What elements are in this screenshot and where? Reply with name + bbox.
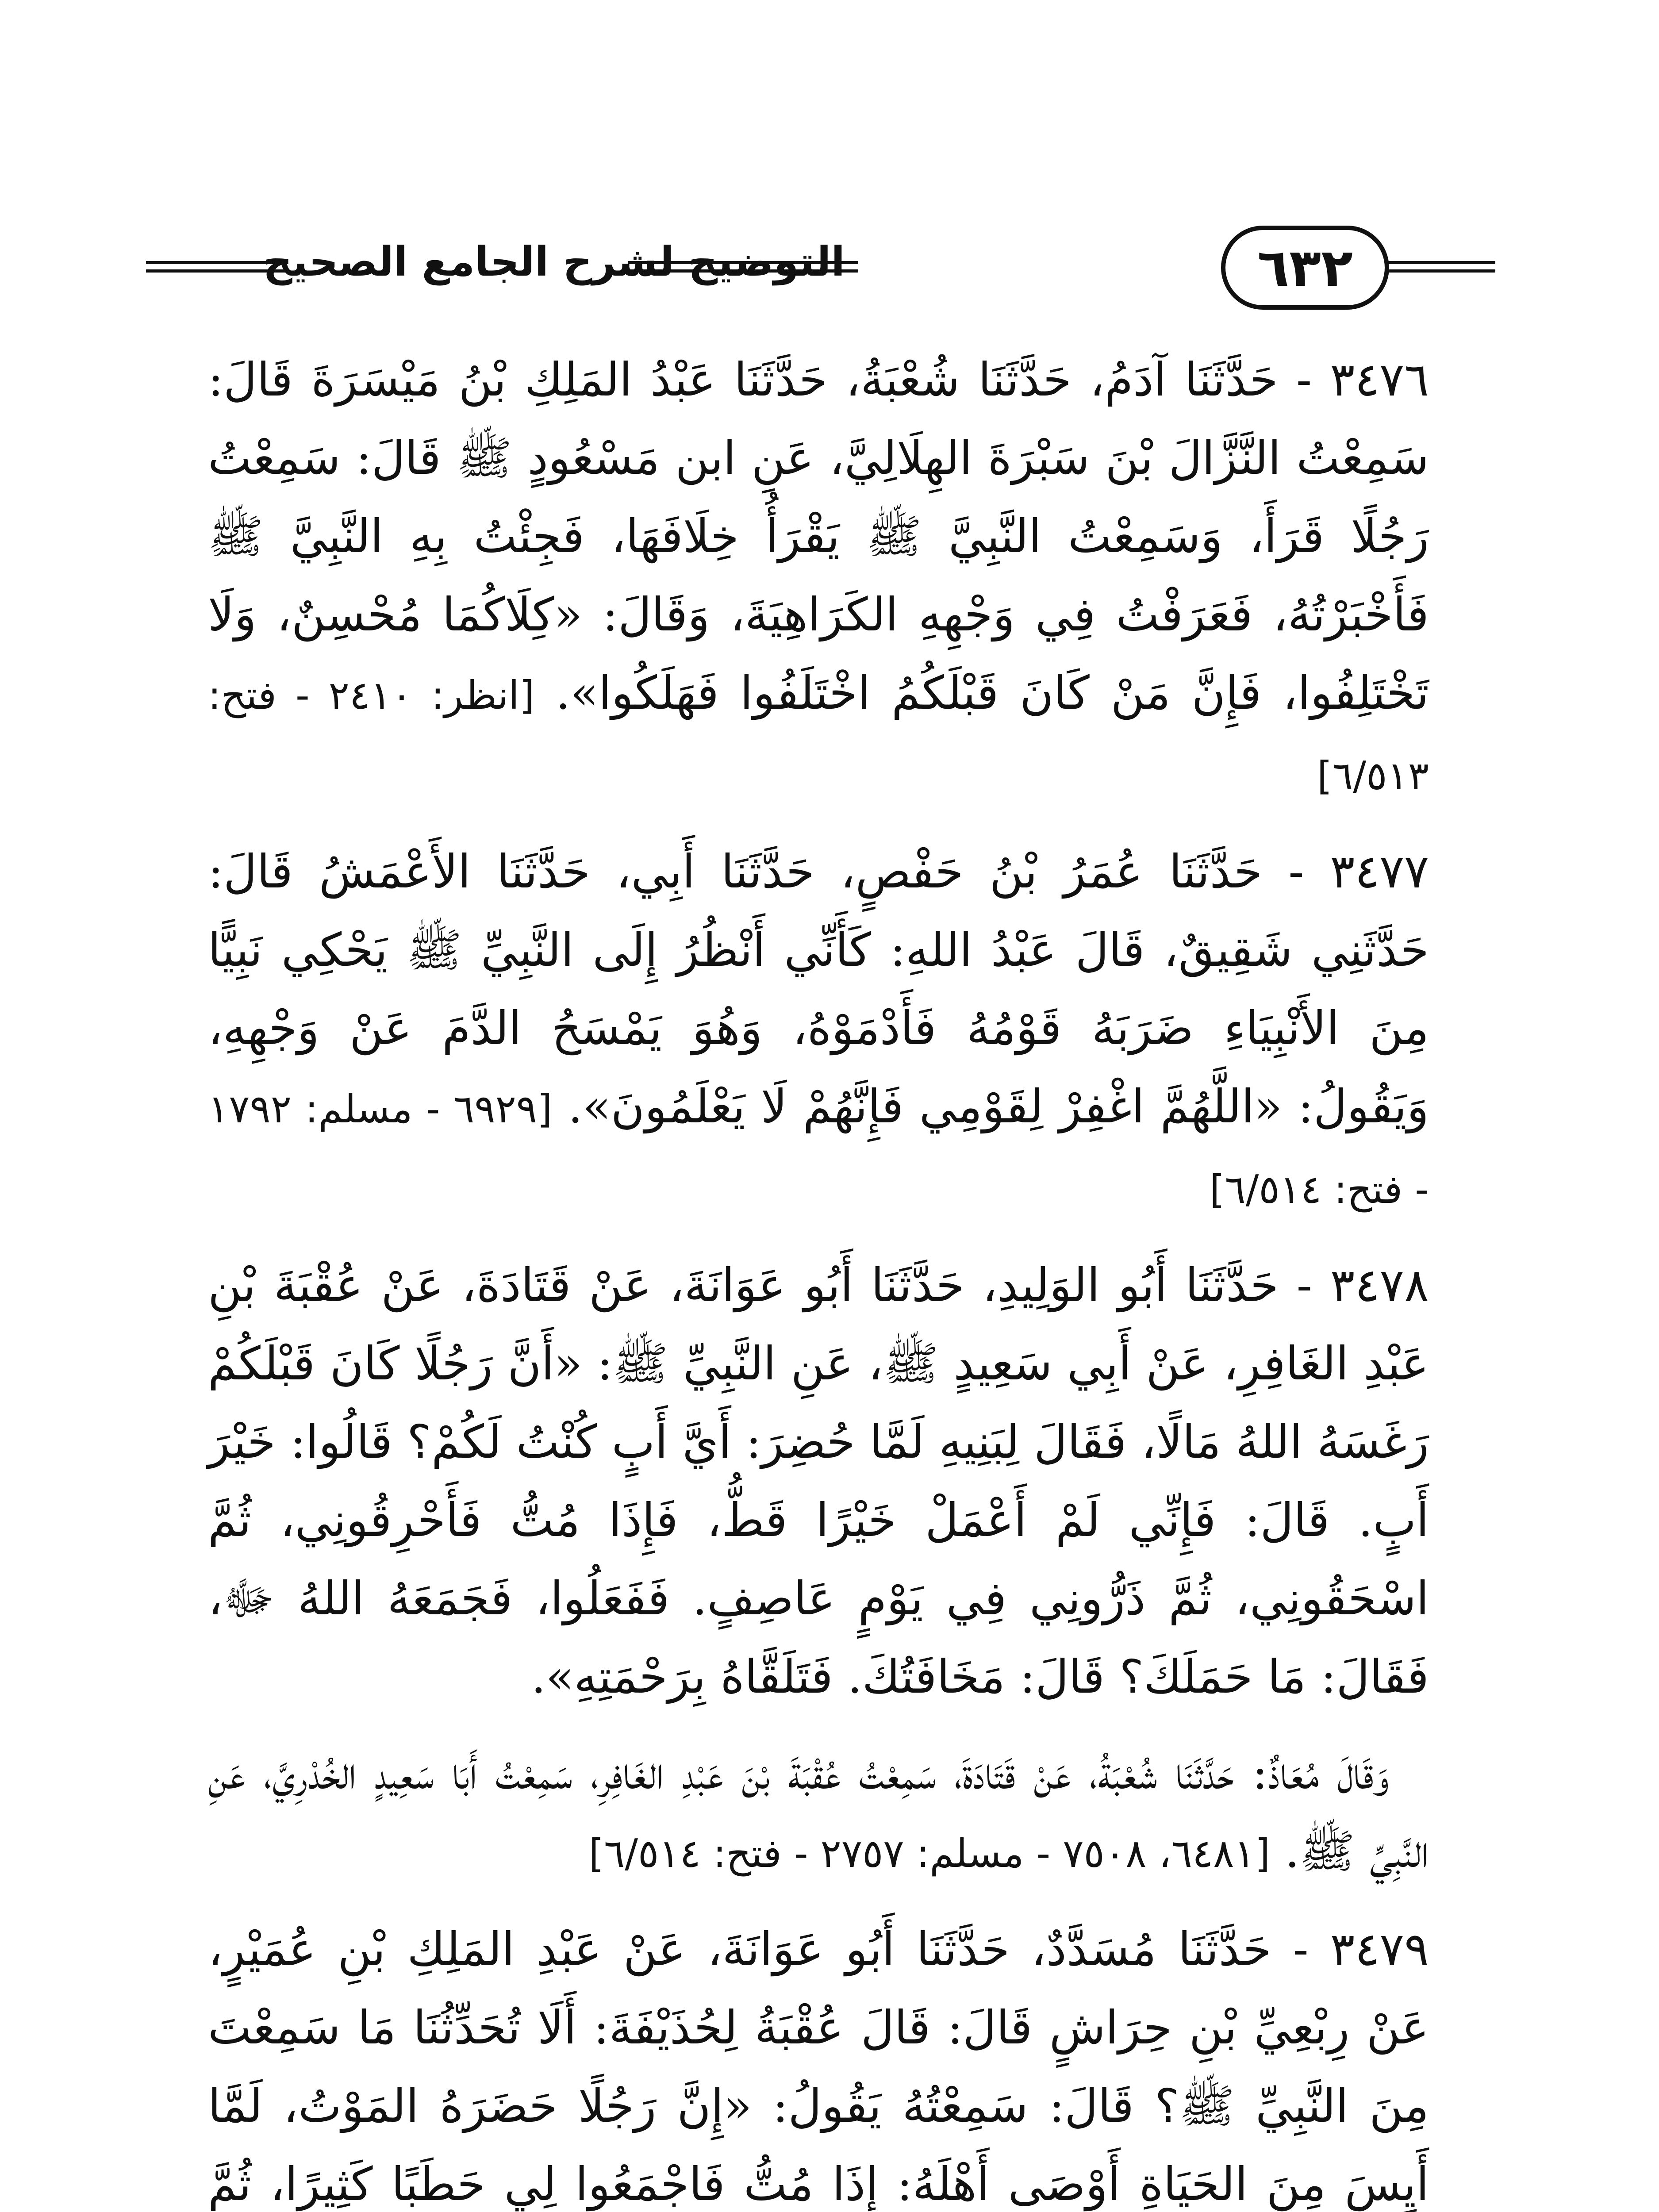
- hadith-text: - حَدَّثَنَا آدَمُ، حَدَّثَنَا شُعْبَةُ، حَدَّثَنَا عَبْدُ المَلِكِ بْنُ مَيْسَرَةَ قَالَ: سَمِعْتُ النَّزَّالَ بْنَ سَبْرَةَ الهِلَالِيَّ، عَنِ ابن مَسْعُودٍ ﷺ قَالَ: سَمِعْتُ رَجُلًا قَرَأَ، وَسَمِعْتُ النَّبِيَّ ﷺ يَقْرَأُ خِلَافَهَا، فَجِئْتُ بِهِ النَّبِيَّ ﷺ فَأَخْبَرْتُهُ، فَعَرَفْتُ فِي وَجْهِهِ الكَرَاهِيَةَ، وَقَالَ: «كِلَاكُمَا مُحْسِنٌ، وَلَا تَخْتَلِفُوا، فَإِنَّ مَنْ كَانَ قَبْلَكُمُ اخْتَلَفُوا فَهَلَكُوا».: [208, 353, 1429, 720]
- hadith-text: - حَدَّثَنَا عُمَرُ بْنُ حَفْصٍ، حَدَّثَنَا أَبِي، حَدَّثَنَا الأَعْمَشُ قَالَ: حَدَّثَنِي شَقِيقٌ، قَالَ عَبْدُ اللهِ: كَأَنِّي أَنْظُرُ إِلَى النَّبِيِّ ﷺ يَحْكِي نَبِيًّا مِنَ الأَنْبِيَاءِ ضَرَبَهُ قَوْمُهُ فَأَدْمَوْهُ، وَهُوَ يَمْسَحُ الدَّمَ عَنْ وَجْهِهِ، وَيَقُولُ: «اللَّهُمَّ اغْفِرْ لِقَوْمِي فَإِنَّهُمْ لَا يَعْلَمُونَ».: [208, 845, 1429, 1133]
- hadith-reference: [٦٩٢٩ - مسلم: ١٧٩٢ - فتح: ٦/٥١٤]: [208, 1086, 1429, 1212]
- header-rule-left: [146, 261, 288, 273]
- hadith-3476: [208, 341, 1429, 815]
- hadith-text: - حَدَّثَنَا مُسَدَّدٌ، حَدَّثَنَا أَبُو عَوَانَةَ، عَنْ عَبْدِ المَلِكِ بْنِ عُمَيْرٍ، عَنْ رِبْعِيِّ بْنِ حِرَاشٍ قَالَ: قَالَ عُقْبَةُ لِحُذَيْفَةَ: أَلَا تُحَدِّثُنَا مَا سَمِعْتَ مِنَ النَّبِيِّ ﷺ؟ قَالَ: سَمِعْتُهُ يَقُولُ: «إِنَّ رَجُلًا حَضَرَهُ المَوْتُ، لَمَّا أَيِسَ مِنَ الحَيَاةِ أَوْصَى أَهْلَهُ: إِذَا مُتُّ فَاجْمَعُوا لِي حَطَبًا كَثِيرًا، ثُمَّ: [208, 1922, 1429, 2211]
- running-title: التوضيح لشرح الجامع الصحيح: [263, 238, 845, 285]
- page-number-badge: [1221, 226, 1389, 310]
- hadith-3479: [208, 1910, 1429, 2212]
- hadith-number: ٣٤٧٩: [1330, 1922, 1429, 1976]
- hadith-number: ٣٤٧٧: [1330, 845, 1429, 899]
- hadith-reference: [انظر: ٢٤١٠ - فتح: ٦/٥١٣]: [208, 672, 1429, 799]
- hadith-3478: [208, 1246, 1429, 1716]
- hadith-3477: [208, 833, 1429, 1229]
- main-text: [208, 341, 1429, 2212]
- page-number: ٦٣٢: [1257, 237, 1353, 298]
- hadith-reference: [٦٤٨١، ٧٥٠٨ - مسلم: ٢٧٥٧ - فتح: ٦/٥١٤]: [588, 1831, 1271, 1876]
- hadith-number: ٣٤٧٦: [1330, 353, 1429, 407]
- hadith-text: - حَدَّثَنَا أَبُو الوَلِيدِ، حَدَّثَنَا أَبُو عَوَانَةَ، عَنْ قَتَادَةَ، عَنْ عُقْبَةَ بْنِ عَبْدِ الغَافِرِ، عَنْ أَبِي سَعِيدٍ ﷺ، عَنِ النَّبِيِّ ﷺ: «أَنَّ رَجُلًا كَانَ قَبْلَكُمْ رَغَسَهُ اللهُ مَالًا، فَقَالَ لِبَنِيهِ لَمَّا حُضِرَ: أَيَّ أَبٍ كُنْتُ لَكُمْ؟ قَالُوا: خَيْرَ أَبٍ. قَالَ: فَإِنِّي لَمْ أَعْمَلْ خَيْرًا قَطُّ، فَإِذَا مُتُّ فَأَحْرِقُونِي، ثُمَّ اسْحَقُونِي، ثُمَّ ذَرُّونِي فِي يَوْمٍ عَاصِفٍ. فَفَعَلُوا، فَجَمَعَهُ اللهُ ﷻ، فَقَالَ: مَا حَمَلَكَ؟ قَالَ: مَخَافَتُكَ. فَتَلَقَّاهُ بِرَحْمَتِهِ».: [208, 1258, 1429, 1704]
- hadith-3478-chain: [208, 1734, 1429, 1893]
- hadith-text: وَقَالَ مُعَاذٌ: حَدَّثَنَا شُعْبَةُ، عَنْ قَتَادَةَ، سَمِعْتُ عُقْبَةَ بْنَ عَبْدِ الغَافِرِ، سَمِعْتُ أَبَا سَعِيدٍ الخُدْرِيَّ، عَنِ النَّبِيِّ ﷺ.: [208, 1746, 1429, 1878]
- running-header: [146, 226, 1495, 314]
- hadith-number: ٣٤٧٨: [1330, 1258, 1429, 1312]
